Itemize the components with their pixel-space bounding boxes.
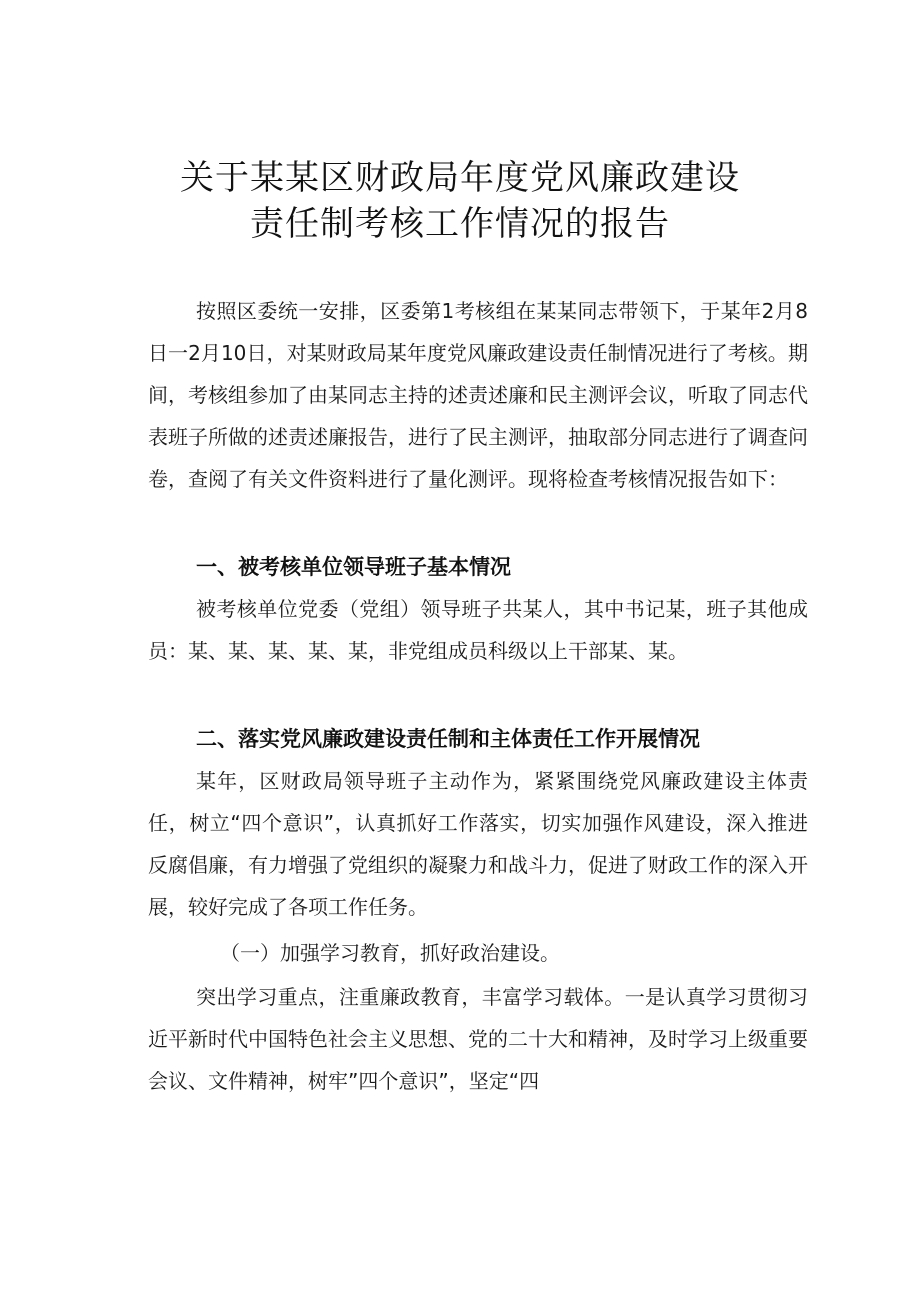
subsection-1-paragraph: 突出学习重点，注重廉政教育，丰富学习载体。一是认真学习贯彻习近平新时代中国特色社会主义思想、党的二十大和精神，及时学习上级重要会议、文件精神，树牢”四个意识”，坚定“四 [148, 985, 808, 1093]
section-1-paragraph: 被考核单位党委（党组）领导班子共某人，其中书记某，班子其他成员：某、某、某、某、某，非党组成员科级以上干部某、某。 [148, 597, 808, 663]
document-title-line-2: 责任制考核工作情况的报告 [250, 204, 670, 244]
section-2-paragraph: 某年，区财政局领导班子主动作为，紧紧围绕党风廉政建设主体责任，树立“四个意识”，认真抓好工作落实，切实加强作风建设，深入推进反腐倡廉，有力增强了党组织的凝聚力和战斗力，促进了财政工作的深入开展，较好完成了各项工作任务。 [148, 769, 808, 919]
section-heading-1: 一、被考核单位领导班子基本情况 [196, 555, 511, 579]
section-heading-2: 二、落实党风廉政建设责任制和主体责任工作开展情况 [196, 727, 700, 751]
subsection-heading-1: （一）加强学习教育，抓好政治建设。 [220, 941, 560, 965]
document-title-line-1: 关于某某区财政局年度党风廉政建设 [180, 158, 740, 198]
intro-paragraph: 按照区委统一安排，区委第1考核组在某某同志带领下，于某年2月8日一2月10日，对某财政局某年度党风廉政建设责任制情况进行了考核。期间，考核组参加了由某同志主持的述责述廉和民主测评会议，听取了同志代表班子所做的述责述廉报告，进行了民主测评，抽取部分同志进行了调查问卷，查阅了有关文件资料进行了量化测评。现将检查考核情况报告如下： [148, 299, 808, 491]
